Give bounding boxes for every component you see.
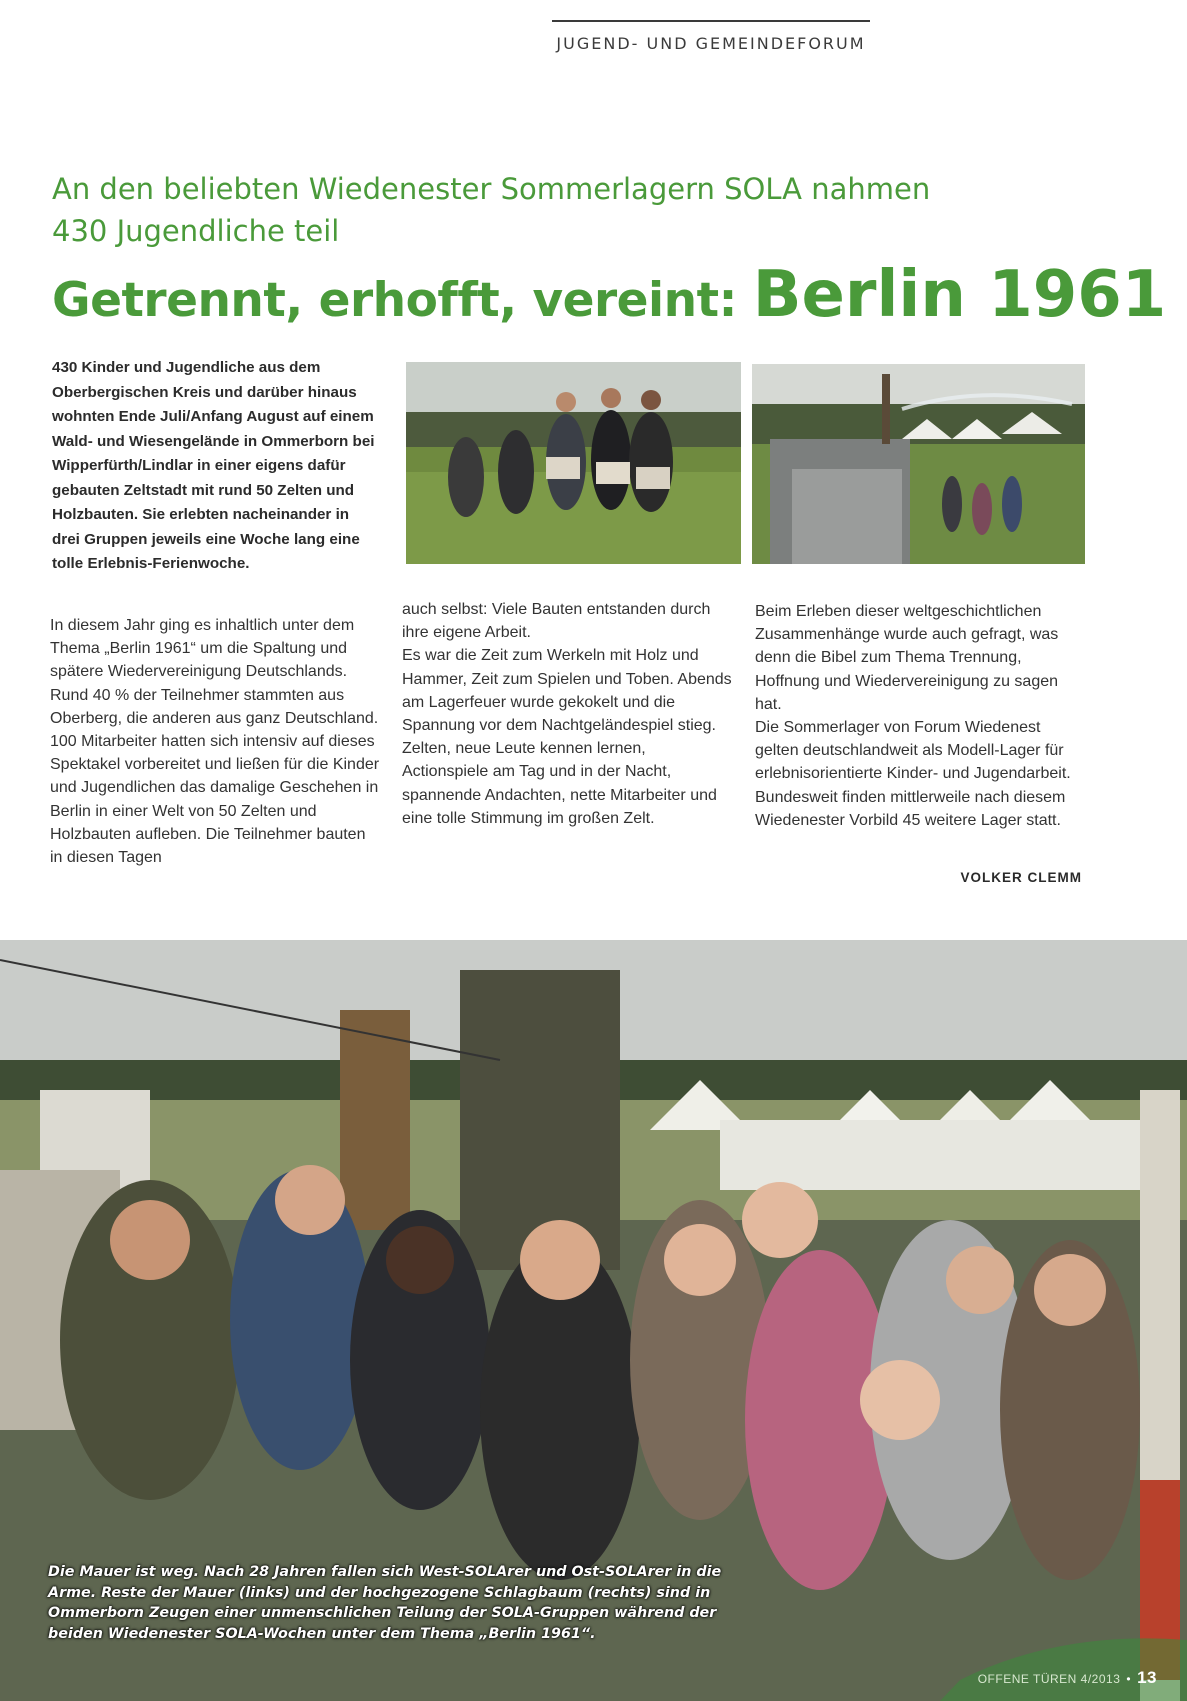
- section-label: JUGEND- UND GEMEINDEFORUM: [556, 34, 866, 53]
- header-rule: [552, 20, 870, 22]
- paragraph: 100 Mitarbeiter hatten sich intensiv auf dieses Spektakel vorbereitet und ließen für die Kinder und Jugendlichen das damalige Geschehen in Berlin in einer Welt von 50 Zelten und Holzbauten aufleben. Die Teilnehmer bauten in diesen Tagen: [50, 733, 380, 867]
- photo-hobby-horse-race: [406, 362, 741, 564]
- text-column-2: [402, 598, 732, 830]
- article-headline: [52, 258, 1167, 332]
- article-lead: 430 Kinder und Jugendliche aus dem Oberbergischen Kreis und darüber hinaus wohnten Ende Juli/Anfang August auf einem Wald- und Wiesengelände in Ommerborn bei Wipperfürth/Lindlar in einer eigens dafür gebauten Zeltstadt mit rund 50 Zelten und Holzbauten. Sie erlebten nacheinander in drei Gruppen jeweils eine Woche lang eine tolle Erlebnis-Ferienwoche.: [52, 359, 375, 572]
- paragraph: Es war die Zeit zum Werkeln mit Holz und Hammer, Zeit zum Spielen und Toben. Abends am Lagerfeuer wurde gekokelt und die Spannung vor dem Nachtgeländespiel stieg. Zelten, neue Leute kennen lernen, Actionspiele am Tag und in der Nacht, spannende Andachten, nette Mitarbeiter und eine tolle Stimmung im großen Zelt.: [402, 647, 732, 827]
- page-footer: [978, 1668, 1157, 1688]
- headline-emphasis: Berlin 1961: [752, 258, 1167, 332]
- magazine-issue: OFFENE TÜREN 4/2013: [977, 1672, 1121, 1686]
- paragraph: Die Sommerlager von Forum Wiedenest gelten deutschlandweit als Modell-Lager für erlebnisorientierte Kinder- und Jugendarbeit. Bundesweit finden mittlerweile nach diesem Wiedenester Vorbild 45 weitere Lager statt.: [755, 719, 1071, 829]
- headline-main: Getrennt, erhofft, vereint:: [52, 273, 753, 328]
- photo-water-tower: [752, 364, 1085, 564]
- paragraph: In diesem Jahr ging es inhaltlich unter dem Thema „Berlin 1961“ um die Spaltung und spätere Wiedervereinigung Deutschlands. Rund 40 % der Teilnehmer stammten aus Oberberg, die anderen aus ganz Deutschland.: [50, 617, 379, 727]
- photo-caption: Die Mauer ist weg. Nach 28 Jahren fallen sich West-SOLArer und Ost-SOLArer in die Arme. Reste der Mauer (links) und der hochgezogene Schlagbaum (rechts) sind in Ommerborn Zeugen einer unmenschlichen Teilung der SOLA-Gruppen während der beiden Wiedenester SOLA-Wochen unter dem Thema „Berlin 1961“.: [48, 1564, 722, 1642]
- text-column-3: [755, 600, 1085, 832]
- page-number: 13: [1137, 1668, 1157, 1687]
- paragraph: Beim Erleben dieser weltgeschichtlichen Zusammenhänge wurde auch gefragt, was denn die Bibel zum Thema Trennung, Hoffnung und Wiedervereinigung zu sagen hat.: [755, 603, 1059, 713]
- paragraph: auch selbst: Viele Bauten entstanden durch ihre eigene Arbeit.: [402, 601, 711, 642]
- author-byline: VOLKER CLEMM: [960, 870, 1082, 885]
- footer-separator: •: [1126, 1672, 1132, 1686]
- article-kicker: An den beliebten Wiedenester Sommerlagern SOLA nahmen 430 Jugendliche teil: [52, 172, 931, 248]
- text-column-1: [50, 614, 380, 869]
